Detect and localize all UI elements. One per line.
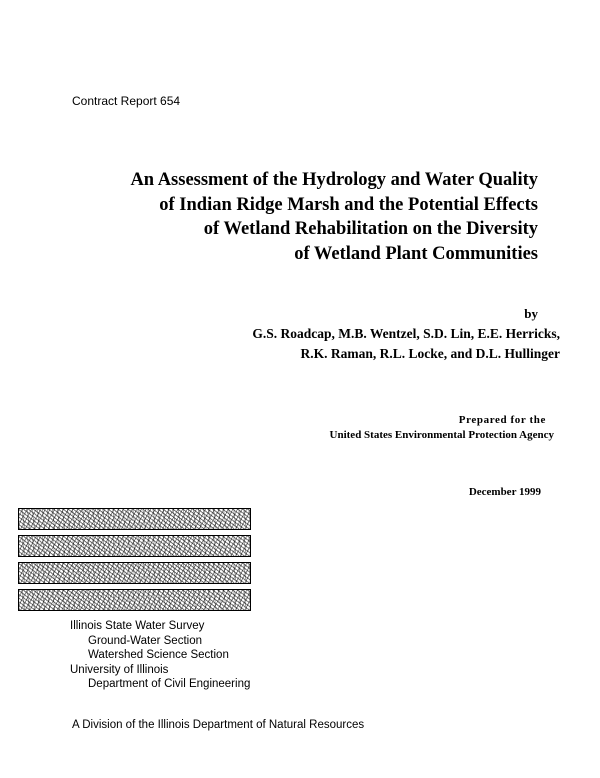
organization-name: University of Illinois	[70, 663, 169, 676]
author-list	[252, 324, 560, 364]
report-date: December 1999	[468, 486, 541, 498]
author-line: G.S. Roadcap, M.B. Wentzel, S.D. Lin, E.E. Herricks,	[252, 326, 560, 341]
title-line: An Assessment of the Hydrology and Water Quality	[130, 170, 538, 190]
organization-list	[70, 619, 250, 692]
logo-bar	[18, 535, 251, 557]
organization-name: Illinois State Water Survey	[70, 620, 205, 632]
logo-bar	[18, 589, 251, 611]
title-line: of Wetland Plant Communities	[294, 243, 538, 264]
report-title	[68, 168, 538, 266]
report-number: Contract Report 654	[72, 94, 181, 108]
logo-bar	[18, 508, 251, 530]
organization-section: Ground-Water Section	[88, 634, 202, 647]
by-label: by	[524, 306, 538, 321]
title-line: of Wetland Rehabilitation on the Diversity	[203, 219, 538, 239]
logo-bar	[18, 562, 251, 584]
organization-section: Department of Civil Engineering	[88, 678, 251, 690]
organization-section: Watershed Science Section	[88, 649, 229, 661]
prepared-for-label: Prepared for the	[458, 414, 546, 426]
title-line: of Indian Ridge Marsh and the Potential Effects	[159, 194, 538, 215]
prepared-for-agency: United States Environmental Protection Agency	[329, 429, 554, 441]
author-line: R.K. Raman, R.L. Locke, and D.L. Hullinger	[300, 346, 560, 361]
state-agencies-logo-icon	[18, 508, 251, 612]
footer-note: A Division of the Illinois Department of Natural Resources	[72, 719, 365, 731]
